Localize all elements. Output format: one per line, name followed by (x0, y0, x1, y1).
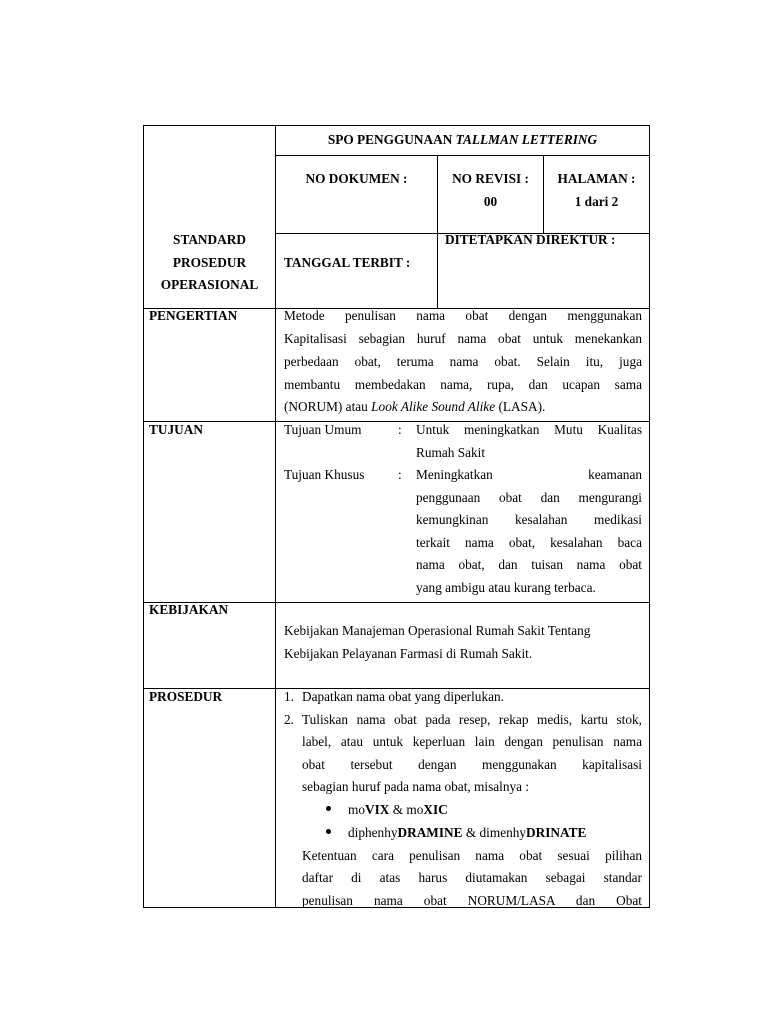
prosedur-note-line: Ketentuan cara penulisan nama obat sesuai pilihan (302, 848, 642, 863)
kebijakan-label: KEBIJAKAN (149, 602, 229, 617)
table-border-bottom (143, 907, 649, 908)
list-number: 2. (284, 712, 294, 727)
example-text: mo (348, 802, 365, 817)
halaman-label: HALAMAN : (557, 171, 636, 186)
prosedur-label: PROSEDUR (149, 689, 223, 704)
pengertian-text: (LASA). (495, 399, 546, 414)
tallman-example (348, 799, 448, 822)
document-title (276, 129, 649, 152)
table-column-divider (275, 125, 276, 908)
tujuan-khusus-line: Meningkatkan keamanan (416, 467, 642, 482)
kebijakan-line: Kebijakan Manajeman Operasional Rumah Sakit Tentang (284, 623, 591, 638)
spo-label-line1: STANDARD (173, 232, 246, 247)
example-text: & dimenhy (462, 825, 527, 840)
title-text: SPO PENGGUNAAN (327, 132, 453, 147)
lasa-italic-text: Look Alike Sound Alike (371, 399, 496, 414)
no-dokumen-label: NO DOKUMEN : (305, 171, 408, 186)
table-border-top (143, 125, 649, 126)
tujuan-khusus-line: yang ambigu atau kurang terbaca. (416, 580, 596, 595)
example-caps: VIX (365, 802, 390, 817)
prosedur-note-line: penulisan nama obat NORUM/LASA dan Obat (302, 893, 642, 907)
list-number: 1. (284, 689, 294, 704)
tujuan-khusus-line: terkait nama obat, kesalahan baca (416, 535, 642, 550)
spo-label-line2: PROSEDUR (172, 255, 247, 270)
bullet-icon (326, 829, 331, 834)
colon: : (398, 467, 402, 482)
example-text: diphenhy (348, 825, 398, 840)
pengertian-line: Kapitalisasi sebagian huruf nama obat untuk menekankan (284, 331, 642, 346)
prosedur-item-line: label, atau untuk keperluan lain dengan penulisan nama (302, 734, 642, 749)
tallman-example (348, 822, 586, 845)
prosedur-item-line: sebagian huruf pada nama obat, misalnya : (302, 779, 530, 794)
bullet-icon (326, 806, 331, 811)
tujuan-label: TUJUAN (149, 422, 203, 437)
pengertian-line: perbedaan obat, teruma nama obat. Selain itu, juga (284, 354, 642, 369)
prosedur-item-line: obat tersebut dengan menggunakan kapitalisasi (302, 757, 642, 772)
pengertian-text: (NORUM) atau (284, 399, 372, 414)
example-caps: DRINATE (526, 825, 587, 840)
tujuan-khusus-line: nama obat, dan tuisan nama obat (416, 557, 642, 572)
pengertian-line: membantu membedakan nama, rupa, dan ucapan sama (284, 377, 642, 392)
tujuan-umum-line: Untuk meningkatkan Mutu Kualitas (416, 422, 642, 437)
halaman-value: 1 dari 2 (574, 194, 619, 209)
example-caps: XIC (423, 802, 448, 817)
table-border-right (649, 125, 650, 908)
ditetapkan-direktur-label: DITETAPKAN DIREKTUR : (445, 232, 616, 247)
pengertian-line: Metode penulisan nama obat dengan menggunakan (284, 308, 642, 323)
kebijakan-line: Kebijakan Pelayanan Farmasi di Rumah Sakit. (284, 646, 533, 661)
title-italic-text: TALLMAN LETTERING (455, 132, 598, 147)
prosedur-item: Dapatkan nama obat yang diperlukan. (302, 689, 504, 704)
row-divider (275, 155, 649, 156)
colon: : (398, 422, 402, 437)
prosedur-item-line: Tuliskan nama obat pada resep, rekap medis, kartu stok, (302, 712, 642, 727)
tujuan-khusus-label: Tujuan Khusus (284, 467, 365, 482)
prosedur-note-line: daftar di atas harus diutamakan sebagai standar (302, 870, 642, 885)
tanggal-terbit-label: TANGGAL TERBIT : (284, 255, 411, 270)
no-revisi-label: NO REVISI : (452, 171, 529, 186)
example-text: & mo (389, 802, 424, 817)
spo-label-line3: OPERASIONAL (160, 277, 259, 292)
tujuan-umum-line: Rumah Sakit (416, 445, 486, 460)
pengertian-line-last (284, 396, 545, 419)
example-caps: DRAMINE (397, 825, 463, 840)
pengertian-label: PENGERTIAN (149, 308, 238, 323)
no-revisi-value: 00 (483, 194, 498, 209)
tujuan-khusus-line: penggunaan obat dan mengurangi (416, 490, 642, 505)
tujuan-khusus-line: kemungkinan kesalahan medikasi (416, 512, 642, 527)
tujuan-umum-label: Tujuan Umum (284, 422, 362, 437)
